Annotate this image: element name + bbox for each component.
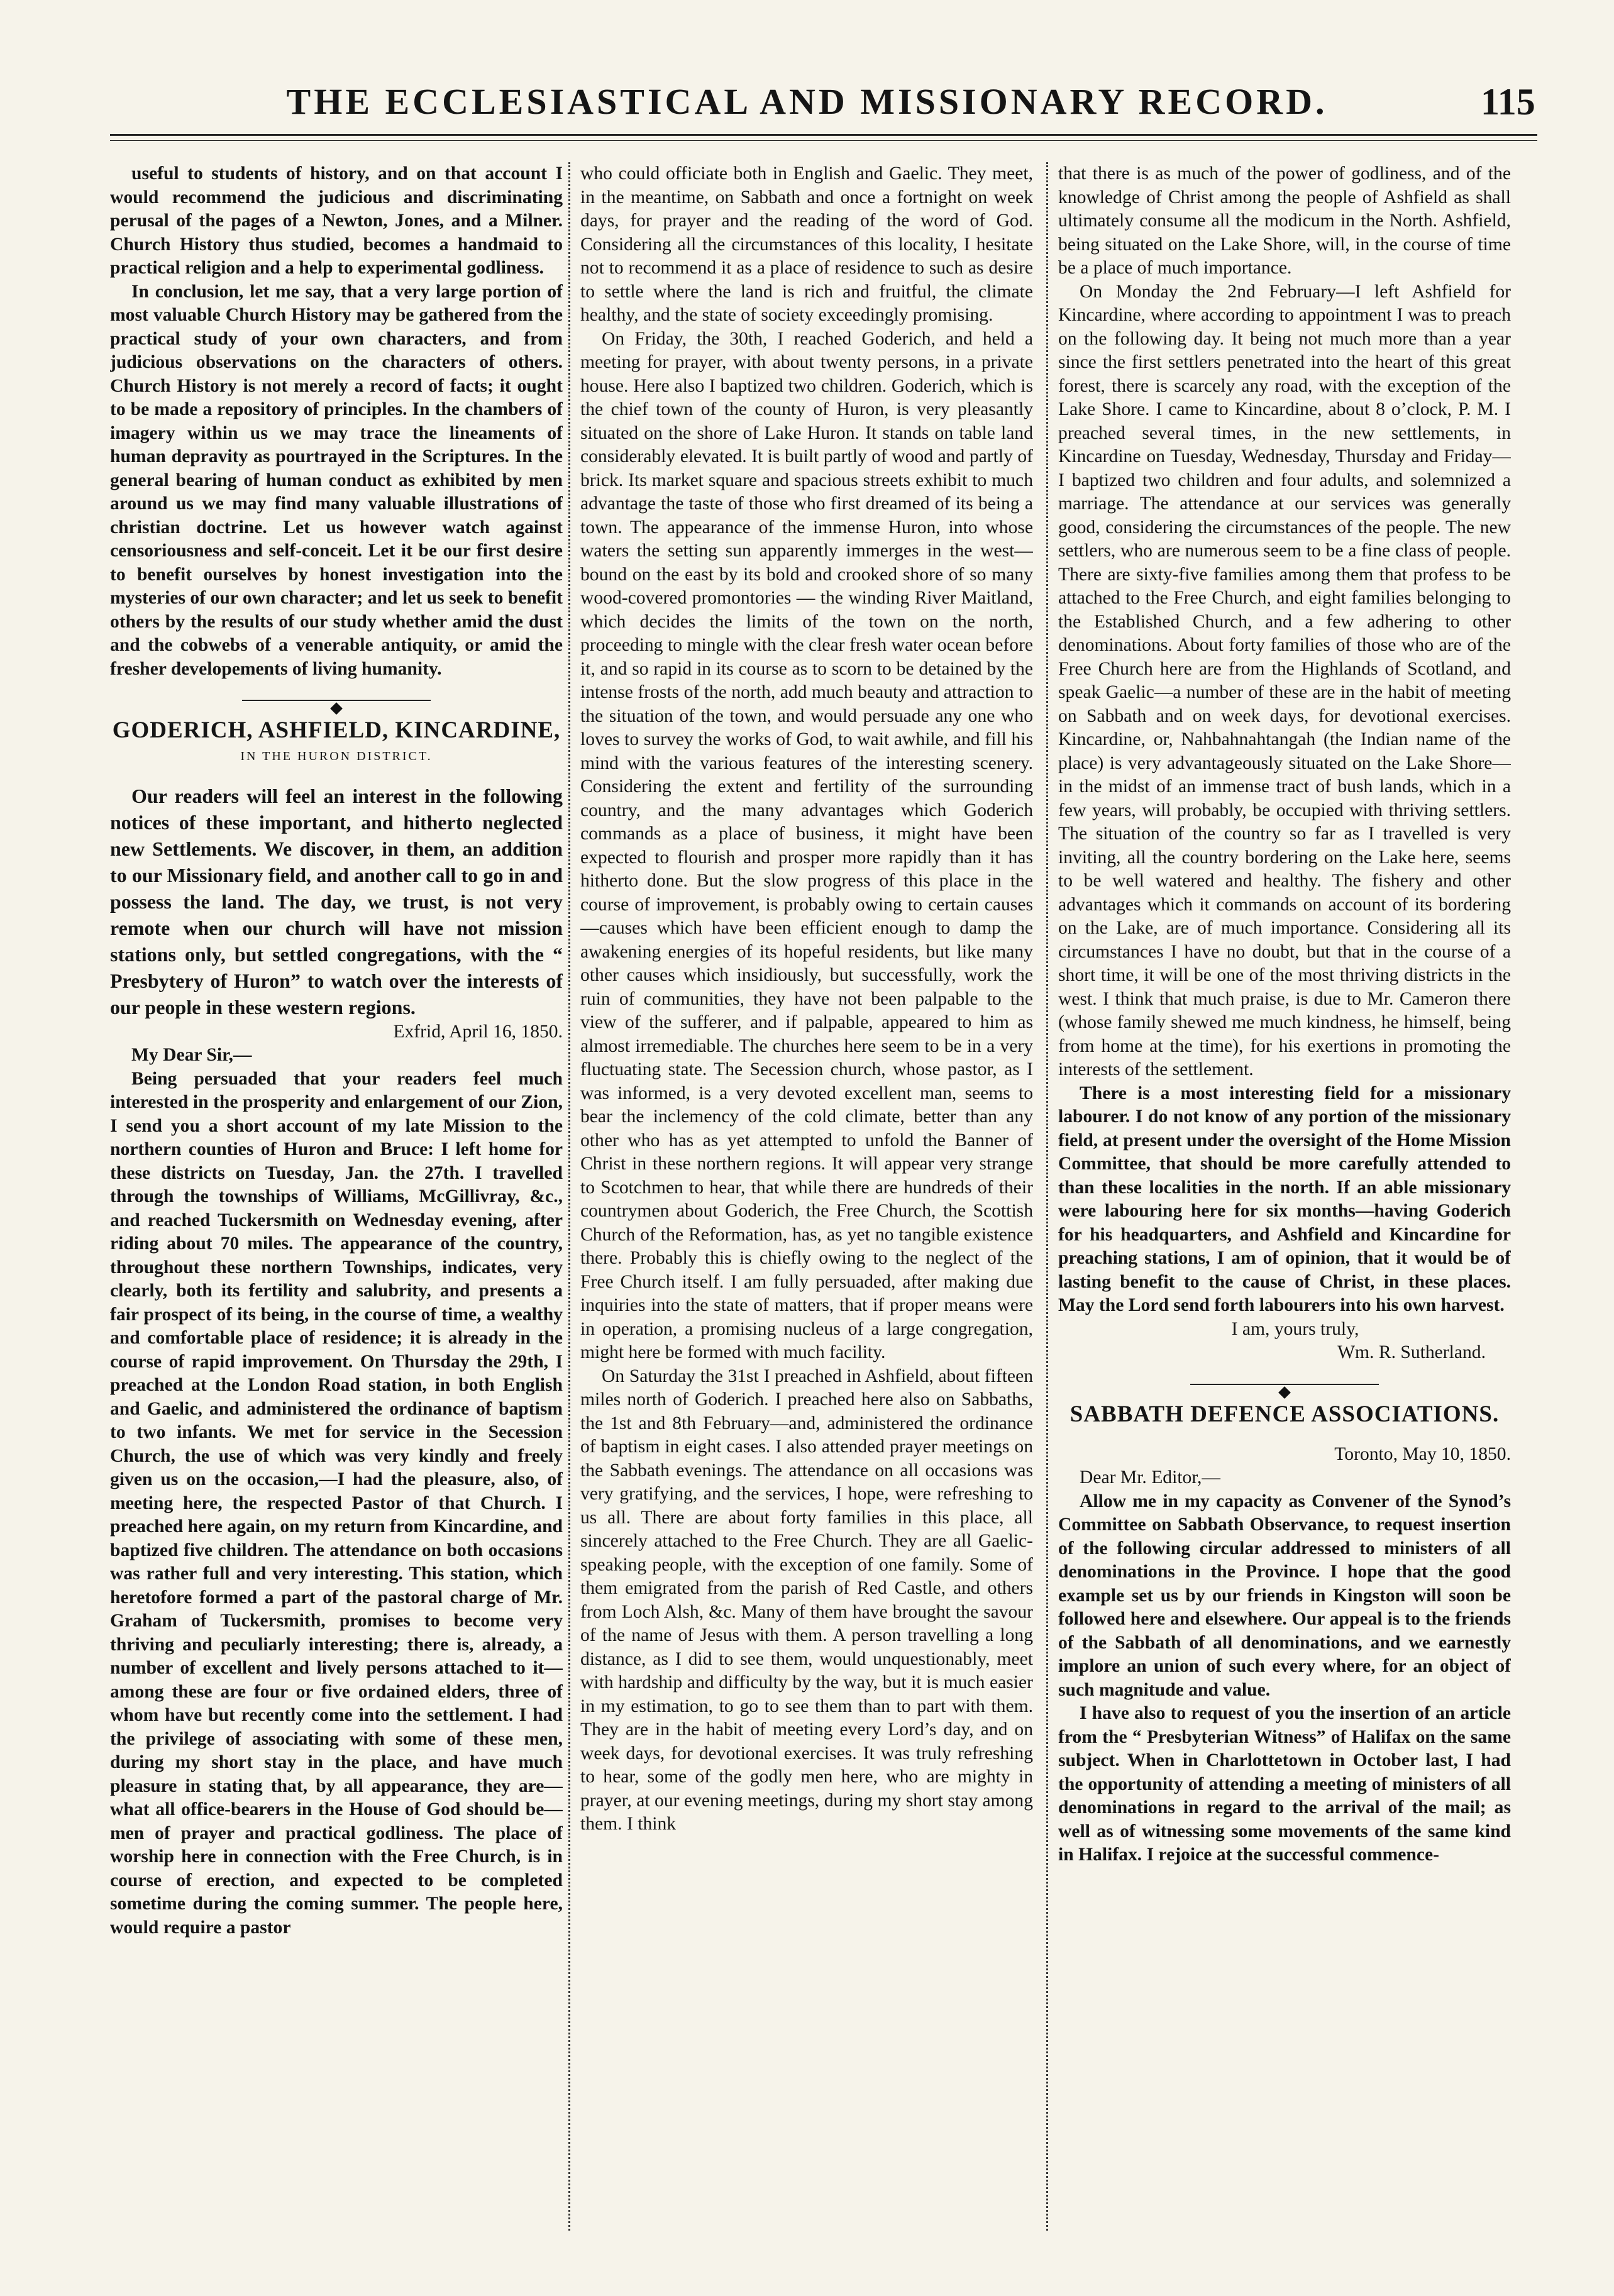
paragraph: Being persuaded that your readers feel much interested in the prosperity and enlargement of our Zion, I send you a short account of my late Mission to the northern counties of Huron and Bruce: I left home for these districts on Tuesday, Jan. the 27th. I travelled through the townships of Williams, McGillivray, &c., and reached Tuckersmith on Wednesday evening, after riding about 70 miles. The appearance of the country, throughout these northern Townships, indicates, very clearly, both its fertility and salubrity, and presents a fair prospect of its being, in the course of time, a wealthy and comfortable place of residence; it is already in the course of rapid improvement. On Thursday the 29th, I preached at the London Road station, in both English and Gaelic, and administered the ordinance of baptism to two infants. We met for service in the Secession Church, the use of which was very kindly and freely given us on the occasion,—I had the pleasure, also, of meeting here, the respected Pastor of that Church. I preached here again, on my return from Kincardine, and baptized five children. The attendance on both occasions was rather full and very interesting. This station, which heretofore formed a part of the pastoral charge of Mr. Graham of Tuckersmith, promises to become very thriving and peculiarly interesting; there is, already, a number of excellent and lively persons attached to it—among these are four or five ordained elders, three of whom have but recently come into the settlement. I had the privilege of associating with some of these men, during my short stay in the place, and have much pleasure in stating that, by all appearance, they are—what all office-bearers in the House of God should be—men of prayer and practical godliness. The place of worship here in connection with the Free Church, is in course of erection, and expected to be completed sometime during the coming summer. The people here, would require a pastor bbox=[110, 1068, 563, 1938]
article-heading: GODERICH, ASHFIELD, KINCARDINE, bbox=[112, 717, 561, 743]
page-number: 115 bbox=[1481, 81, 1535, 123]
salutation: Dear Mr. Editor,— bbox=[1080, 1467, 1221, 1487]
header-rule-bottom bbox=[110, 140, 1537, 141]
header-rule-top bbox=[110, 134, 1537, 136]
paragraph: On Monday the 2nd February—I left Ashfield for Kincardine, where according to appointment I was to preach on the following day. It being not much more than a year since the first settlers penetrated into the heart of this great forest, there is scarcely any road, with the exception of the Lake Shore. I came to Kincardine, about 8 o’clock, P. M. I preached several times, in the new settlements, in Kincardine on Tuesday, Wednesday, Thursday and Friday—I baptized two children and four adults, and solemnized a marriage. The attendance at our services was generally good, considering the circumstances of the people. The new settlers, who are numerous seem to be a fine class of people. There are sixty-five families among them that profess to be attached to the Free Church, and eight families belonging to the Established Church, and a few adhering to other denominations. About forty families of those who are of the Free Church here are from the Highlands of Scotland, and speak Gaelic—a number of these are in the habit of meeting on Sabbath and on week days, for devotional exercises. Kincardine, or, Nahbahnahtangah (the Indian name of the place) is very advantageously situated on the Lake Shore—in the midst of an immense tract of bush lands, which in a few years, will probably, be occupied with thriving settlers. The situation of the country so far as I travelled is very inviting, all the country bordering on the Lake here, seems to be well watered and healthy. The fishery and other advantages which it commands on account of its bordering on the Lake, are of much importance. Considering all its circumstances I have no doubt, but that in the course of a short time, it will be one of the most thriving districts in the west. I think that much praise, is due to Mr. Cameron there (whose family shewed me much kindness, he himself, being from home at the time), for his exertions in promoting the interests of the settlement. bbox=[1058, 281, 1511, 1079]
paragraph: Allow me in my capacity as Convener of the Synod’s Committee on Sabbath Observance, to request insertion of the following circular addressed to ministers of all denominations in the Province. I hope that the good example set us by our friends in Kingston will soon be followed here and elsewhere. Our appeal is to the friends of the Sabbath of all denominations, and we earnestly implore an union of such every where, for an object of such magnitude and value. bbox=[1058, 1491, 1511, 1700]
dateline: Exfrid, April 16, 1850. bbox=[393, 1021, 563, 1042]
column-divider-left bbox=[568, 162, 570, 2231]
paragraph: useful to students of history, and on that account I would recommend the judicious and discriminating perusal of the pages of a Newton, Jones, and a Milner. Church History thus studied, becomes a handmaid to practical religion and a help to experimental godliness. bbox=[110, 163, 563, 278]
paragraph: I have also to request of you the insertion of an article from the “ Presbyterian Witness” of Halifax on the same subject. When in Charlottetown in October last, I had the opportunity of attending a meeting of ministers of all denominations in regard to the arrival of the mail; as well as of witnessing some movements of the same kind in Halifax. I rejoice at the successful commence- bbox=[1058, 1703, 1511, 1865]
section-separator bbox=[110, 696, 563, 705]
column-middle bbox=[580, 162, 1033, 2243]
editorial-intro: Our readers will feel an interest in the following notices of these important, and hitherto neglected new Settlements. We discover, in them, an addition to our Missionary field, and another call to go in and possess the land. The day, we trust, is not very remote when our church will have not mission stations only, but settled congregations, with the “ Presbytery of Huron” to watch over the interests of our people in these western regions. bbox=[110, 784, 563, 1018]
paragraph: that there is as much of the power of godliness, and of the knowledge of Christ among the people of Ashfield as shall ultimately consume all the modicum in the North. Ashfield, being situated on the Lake Shore, will, in the course of time be a place of much importance. bbox=[1058, 163, 1511, 278]
article-subheading: IN THE HURON DISTRICT. bbox=[240, 749, 433, 763]
paragraph: There is a most interesting field for a missionary labourer. I do not know of any portion of the missionary field, at present under the oversight of the Home Mission Committee, that should be more carefully attended to than these localities in the north. If an able missionary were labouring here for six months—having Goderich for his headquarters, and Ashfield and Kincardine for preaching stations, I am of opinion, that it would be of lasting benefit to the cause of Christ, in these places. May the Lord send forth labourers into his own harvest. bbox=[1058, 1083, 1511, 1315]
column-left bbox=[110, 162, 563, 2243]
paragraph: On Saturday the 31st I preached in Ashfield, about fifteen miles north of Goderich. I preached here also on Sabbaths, the 1st and 8th February—and, administered the ordinance of baptism in eight cases. I also attended prayer meetings on the Sabbath evenings. The attendance on all occasions was very gratifying, and the services, I hope, were refreshing to us all. There are about forty families in this place, all sincerely attached to the Free Church. They are all Gaelic-speaking people, with the exception of one family. Some of them emigrated from the parish of Red Castle, and others from Loch Alsh, &c. Many of them have brought the savour of the name of Jesus with them. A person travelling a long distance, as I did to see them, would unquestionably, meet with hardship and difficulty by the way, but it is much easier in my estimation, to go to see them than to part with them. They are in the habit of meeting every Lord’s day, and on week days, for devotional exercises. It was truly refreshing to hear, some of the godly men here, who are mighty in prayer, at our evening meetings, during my short stay among them. I think bbox=[580, 1366, 1033, 1834]
section-separator bbox=[1058, 1380, 1511, 1389]
signoff: I am, yours truly, bbox=[1231, 1318, 1359, 1339]
article-heading: SABBATH DEFENCE ASSOCIATIONS. bbox=[1070, 1401, 1500, 1427]
column-right bbox=[1058, 162, 1511, 2243]
running-title: THE ECCLESIASTICAL AND MISSIONARY RECORD. bbox=[286, 81, 1328, 122]
paragraph: On Friday, the 30th, I reached Goderich, and held a meeting for prayer, with about twenty persons, in a private house. Here also I baptized two children. Goderich, which is the chief town of the county of Huron, is very pleasantly situated on the shore of Lake Huron. It stands on table land considerably elevated. It is built partly of wood and partly of brick. Its market square and spacious streets exhibit to much advantage the taste of those who first dreamed of its being a town. The appearance of the immense Huron, into whose waters the setting sun apparently immerges in the west—bound on the east by its bold and crooked shore of so many wood-covered promontories — the winding River Maitland, which decides the limits of the town on the north, proceeding to mingle with the clear fresh water ocean before it, and so rapid in its course as to scorn to be detained by the intense frosts of the north, add much beauty and attraction to the situation of the town, and would persuade any one who loves to survey the works of God, to wait awhile, and fill his mind with the various features of the interesting scenery. Considering the extent and fertility of the surrounding country, and the many advantages which Goderich commands as a place of business, it might have been expected to flourish and prosper more rapidly than it has hitherto done. But the slow progress of this place in the course of improvement, is probably owing to certain causes—causes which have been efficient enough to damp the awakening energies of its hopeful residents, but like many other causes which insidiously, but successfully, work the ruin of communities, they have not been palpable to the view of the sufferer, and if palpable, appeared to him as almost irremediable. The churches here seem to be in a very fluctuating state. The Secession church, whose pastor, as I was informed, is a very devoted excellent man, seems to bear the inclemency of the cold climate, better than any other who has as yet attempted to unfold the Banner of Christ in these northern regions. It will appear very strange to Scotchmen to hear, that while there are hundreds of their countrymen about Goderich, the Free Church, the Scottish Church of the Reformation, has, as yet no tangible existence there. Probably this is chiefly owing to the neglect of the Free Church itself. I am fully persuaded, after making due inquiries into the state of matters, that if proper means were in operation, a promising nucleus of a large congregation, might here be formed with much facility. bbox=[580, 328, 1033, 1362]
column-divider-right bbox=[1046, 162, 1048, 2231]
dateline: Toronto, May 10, 1850. bbox=[1334, 1443, 1511, 1464]
signature: Wm. R. Sutherland. bbox=[1337, 1342, 1486, 1362]
salutation: My Dear Sir,— bbox=[131, 1045, 252, 1065]
paragraph: who could officiate both in English and Gaelic. They meet, in the meantime, on Sabbath and once a fortnight on week days, for prayer and the reading of the word of God. Considering all the circumstances of this locality, I hesitate not to recommend it as a place of residence to such as desire to settle where the land is rich and fruitful, the climate healthy, and the state of society exceedingly promising. bbox=[580, 163, 1033, 325]
paragraph: In conclusion, let me say, that a very large portion of most valuable Church History may be gathered from the practical study of your own characters, and from judicious observations on the characters of others. Church History is not merely a record of facts; it ought to be made a repository of principles. In the chambers of imagery within us we may trace the lineaments of human depravity as pourtrayed in the Scriptures. In the general bearing of human conduct as exhibited by men around us we may find many valuable illustrations of christian doctrine. Let us however watch against censoriousness and self-conceit. Let it be our first desire to benefit ourselves by honest investigation into the mysteries of our own character; and let us seek to benefit others by the results of our study whether amid the dust and the cobwebs of a venerable antiquity, or amid the fresher developements of living humanity. bbox=[110, 281, 563, 679]
